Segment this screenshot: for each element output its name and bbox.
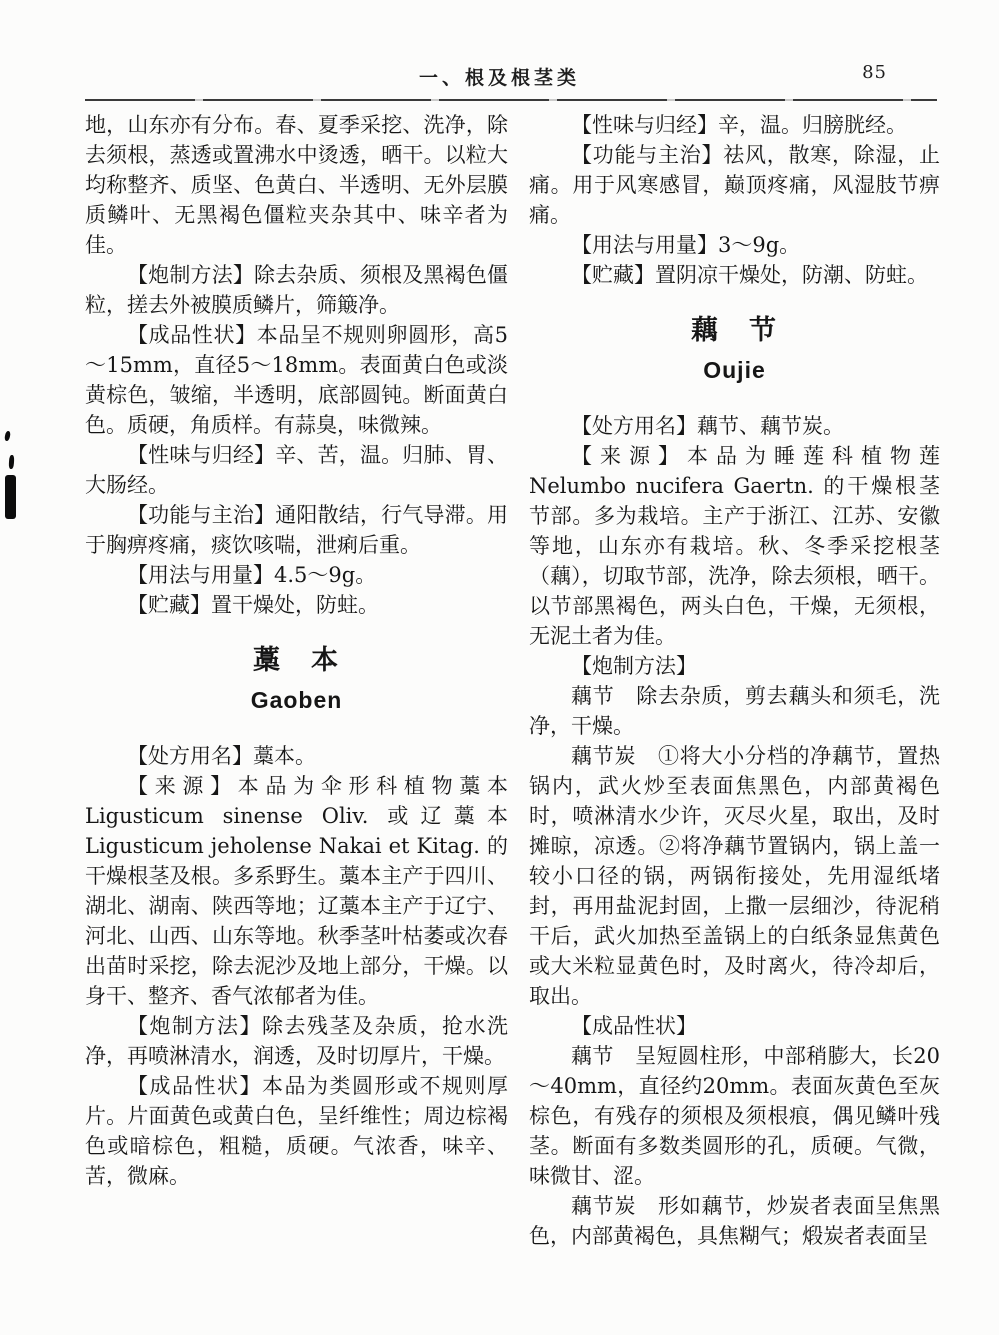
- paragraph: 【成品性状】本品呈不规则卵圆形，高5～15mm，直径5～18mm。表面黄白色或淡黄棕色，皱缩，半透明，底部圆钝。断面黄白色。质硬，角质样。有蒜臭，味微辣。: [85, 323, 508, 437]
- paragraph: 【处方用名】藁本。: [127, 744, 316, 768]
- paragraph: 藕节炭 形如藕节，炒炭者表面呈焦黑色，内部黄褐色，具焦糊气；煅炭者表面呈: [529, 1194, 940, 1248]
- page-number: 85: [862, 62, 887, 83]
- left-column: [85, 110, 508, 1191]
- paragraph: 【来源】本品为睡莲科植物莲 Nelumbo nucifera Gaertn. 的干燥根茎节部。多为栽培。主产于浙江、江苏、安徽等地，山东亦有栽培。秋、冬季采挖根茎（藕），切取节部，洗净，除去须根，晒干。以节部黑褐色，两头白色，干燥，无须根，无泥土者为佳。: [529, 444, 940, 648]
- right-column: [529, 110, 940, 1251]
- paragraph: 【成品性状】: [571, 1014, 697, 1038]
- ink-smudge-1: [4, 431, 11, 442]
- paragraph: 【用法与用量】3～9g。: [571, 233, 801, 257]
- ink-smudge-3: [5, 475, 16, 519]
- entry-pinyin-gaoben: Gaoben: [250, 687, 343, 713]
- paragraph: 藕节炭 ①将大小分档的净藕节，置热锅内，武火炒至表面焦黑色，内部黄褐色时，喷淋清水少许，灭尽火星，取出，及时摊晾，凉透。②将净藕节置锅内，锅上盖一较小口径的锅，两锅衔接处，先用湿纸堵封，再用盐泥封固，上撒一层细沙，待泥稍干后，武火加热至盖锅上的白纸条显焦黄色或大米粒显黄色时，及时离火，待冷却后，取出。: [529, 744, 940, 1008]
- paragraph: 【用法与用量】4.5～9g。: [127, 563, 377, 587]
- paragraph: 【性味与归经】辛、苦，温。归肺、胃、大肠经。: [85, 443, 508, 497]
- paragraph: 【炮制方法】除去杂质、须根及黑褐色僵粒，搓去外被膜质鳞片，筛簸净。: [85, 263, 508, 317]
- paragraph: 【炮制方法】: [571, 654, 697, 678]
- paragraph: 藕节 呈短圆柱形，中部稍膨大，长20～40mm，直径约20mm。表面灰黄色至灰棕色，有残存的须根及须根痕，偶见鳞叶残茎。断面有多数类圆形的孔，质硬。气微，味微甘、涩。: [529, 1044, 940, 1188]
- paragraph: 【贮藏】置阴凉干燥处，防潮、防蛀。: [571, 263, 928, 287]
- header-rule: [85, 99, 937, 101]
- running-head-section-title: 一、根及根茎类: [418, 67, 580, 89]
- paragraph: 【功能与主治】祛风，散寒，除湿，止痛。用于风寒感冒，巅顶疼痛，风湿肢节痹痛。: [529, 143, 940, 227]
- paragraph: 【炮制方法】除去残茎及杂质，抢水洗净，再喷淋清水，润透，及时切厚片，干燥。: [85, 1014, 508, 1068]
- paragraph: 【贮藏】置干燥处，防蛀。: [127, 593, 379, 617]
- paragraph: 藕节 除去杂质，剪去藕头和须毛，洗净，干燥。: [529, 684, 940, 738]
- paragraph: 【性味与归经】辛，温。归膀胱经。: [571, 113, 907, 137]
- paragraph: 【成品性状】本品为类圆形或不规则厚片。片面黄色或黄白色，呈纤维性；周边棕褐色或暗棕色，粗糙，质硬。气浓香，味辛、苦，微麻。: [85, 1074, 508, 1188]
- paragraph: 地，山东亦有分布。春、夏季采挖、洗净，除去须根，蒸透或置沸水中烫透，晒干。以粒大均称整齐、质坚、色黄白、半透明、无外层膜质鳞叶、无黑褐色僵粒夹杂其中、味辛者为佳。: [85, 113, 508, 257]
- entry-title-oujie: 藕 节: [691, 315, 778, 346]
- entry-title-gaoben: 藁 本: [253, 645, 340, 676]
- entry-pinyin-oujie: Oujie: [703, 357, 766, 383]
- ink-smudge-2: [9, 455, 15, 469]
- paragraph: 【处方用名】藕节、藕节炭。: [571, 414, 844, 438]
- paragraph: 【来源】本品为伞形科植物藁本Ligusticum sinense Oliv. 或辽藁本Ligusticum jeholense Nakai et Kitag. 的干燥根茎及根。多系野生。藁本主产于四川、湖北、湖南、陕西等地；辽藁本主产于辽宁、河北、山西、山东等地。秋季茎叶枯萎或次春出苗时采挖，除去泥沙及地上部分，干燥。以身干、整齐、香气浓郁者为佳。: [85, 774, 508, 1008]
- paragraph: 【功能与主治】通阳散结，行气导滞。用于胸痹疼痛，痰饮咳喘，泄痢后重。: [85, 503, 508, 557]
